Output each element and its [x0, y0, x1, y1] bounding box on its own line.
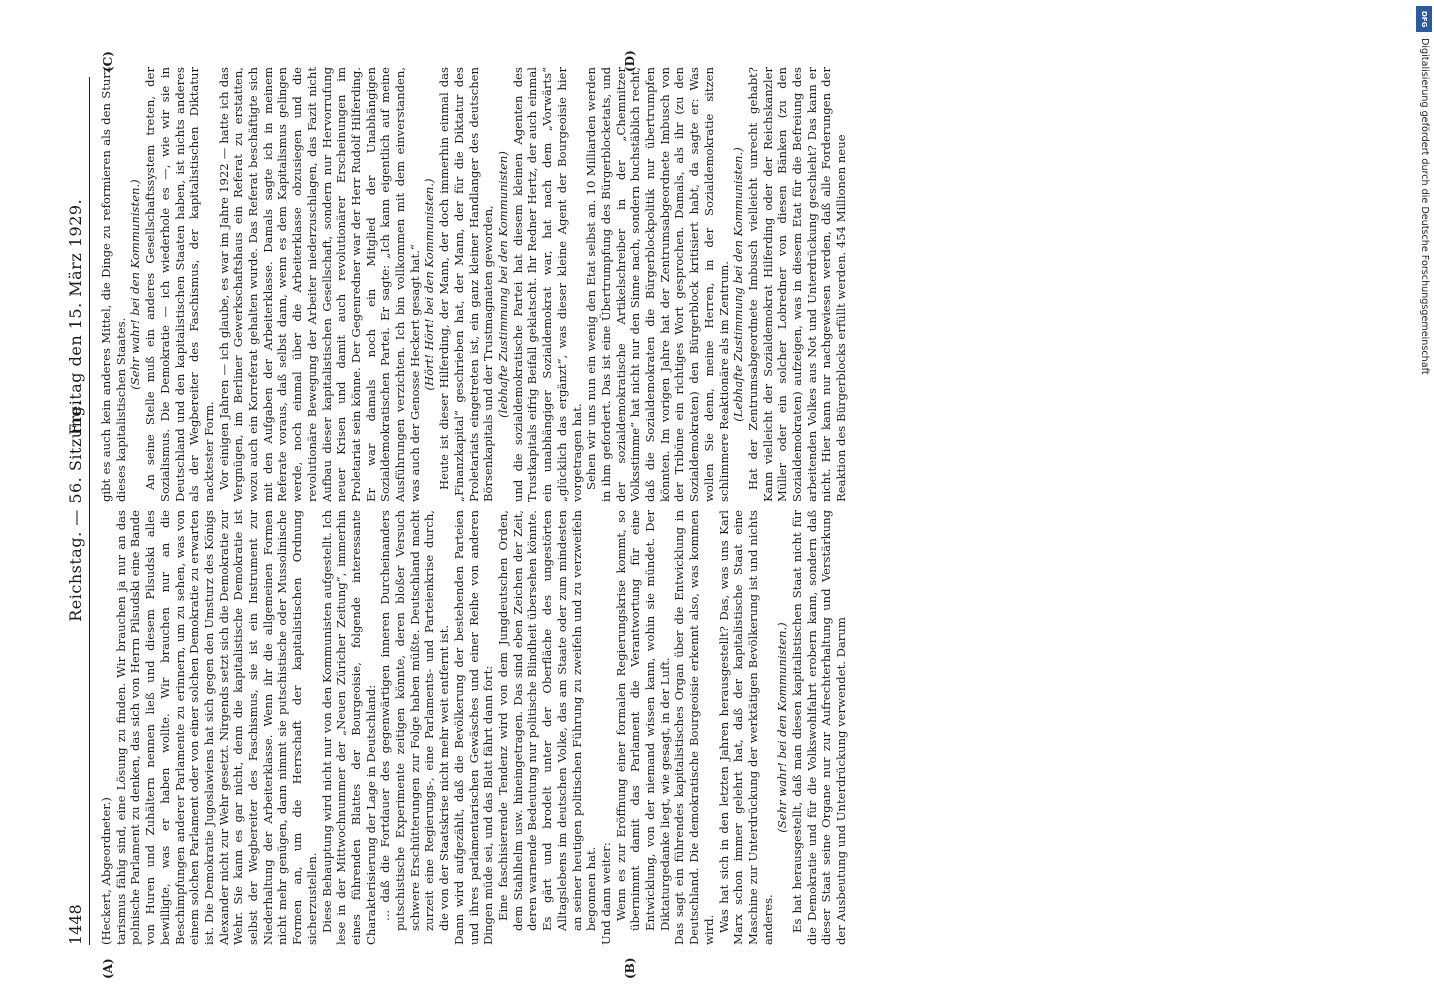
margin-marker-b: (B)	[623, 957, 637, 979]
left-column	[99, 510, 849, 945]
right-column	[99, 67, 849, 502]
paragraph: ... daß die Fortdauer des gegenwärtigen inneren Durcheinanders putschistische Experimente zeitigen könnte, deren bloßer Versuch schwere Erschütterungen zur Folge haben müßte. Deutschland macht zurzeit eine Regierungs-, eine Parlaments- und Parteienkrise durch, die von der Staatskrise nicht mehr weit entfernt ist.	[378, 510, 452, 931]
paragraph: und die sozialdemokratische Partei hat diesem kleinen Agenten des Trustkapitals eifrig Beifall geklatscht. Ihr Redner Hertz, der auch einmal ein unabhängiger Sozialdemokrat war, hat nach dem „Vorwärts“ „glücklich das ergänzt“, was dieser kleine Agent der Bourgeoisie hier vorgetragen hat.	[510, 67, 584, 502]
paragraph: Hat der Zentrumsabgeordnete Imbusch vielleicht unrecht gehabt? Kann vielleicht der Sozialdemokrat Hilferding oder der Reichskanzler Müller oder ein solcher Lobredner von diesen Bänken (zu den Sozialdemokraten) aufzeigen, was in diesem Etat für die Befreiung des arbeitenden Volkes aus Not und Unterdrückung geschieht? Das kann er nicht. Hier kann nur nachgewiesen werden, daß alle Forderungen der Reaktion des Bürgerblocks erfüllt werden. 454 Millionen neue	[745, 67, 849, 502]
interjection: (Sehr wahr! bei den Kommunisten.)	[128, 179, 143, 390]
session-title: Reichstag. — 56. Sitzung.	[66, 400, 85, 622]
paragraph: (Heckert, Abgeordneter.)	[99, 797, 113, 945]
session-date: Freitag den 15. März 1929.	[66, 198, 85, 435]
paragraph: Sehen wir uns nun ein wenig den Etat selbst an. 10 Milliarden werden in ihm gefordert. Das ist eine Übertrumpfung des Bürgerblocketats, und der sozialdemokratische Artikelschreiber in der „Chemnitzer Volksstimme“ hat nicht nur den Sinne nach, sondern buchstäblich recht, daß die Sozialdemokraten die Bürgerblockpolitik nur übertrumpfen könnten. Im vorigen Jahre hat der Zentrumsabgeordnete Imbusch von der Tribüne ein richtiges Wort gesprochen. Damals, als ihr (zu den Sozialdemokraten) den Bürgerblock kritisiert habt, da sagte er: Was wollen Sie denn, meine Herren, in der Sozialdemokratie sitzen schlimmere Reaktionäre als im Zentrum.	[584, 67, 731, 502]
side-note	[1412, 38, 1432, 418]
paragraph: gibt es auch kein anderes Mittel, die Dinge zu reformieren als den Sturz dieses kapitalistischen Staates.	[99, 67, 128, 502]
paragraph: Was hat sich in den letzten Jahren herausgestellt? Das, was uns Karl Marx schon immer gelehrt hat, daß der kapitalistische Staat eine Maschine zur Unterdrückung der werktätigen Bevölkerung ist und nichts anderes.	[716, 510, 775, 945]
paragraph: Das sagt ein führendes kapitalistisches Organ über die Entwicklung in Deutschland. Die demokratische Bourgeoisie erkennt also, was kommen wird.	[672, 510, 716, 945]
dfg-funding-note: Digitalisierung gefördert durch die Deutsche Forschungsgemeinschaft	[1419, 38, 1430, 375]
paragraph: Vor einigen Jahren — ich glaube, es war im Jahre 1922 — hatte ich das Vergnügen, im Berliner Gewerkschaftshaus ein Referat zu erstatten, wozu auch ein Korreferat gehalten wurde. Das Referat beschäftigte sich mit den Aufgaben der Arbeiterklasse. Damals sagte ich in meinem Referate voraus, daß selbst dann, wenn es dem Kapitalismus gelingen werde, noch einmal über die Arbeiterklasse obzusiegen und die revolutionäre Bewegung der Arbeiter niederzuschlagen, das Fazit nicht Aufbau dieser kapitalistischen Gesellschaft, sondern nur Hervorrufung neuer Krisen und damit auch revolutionärer Erscheinungen im Proletariat sein könne. Der Gegenredner war der Herr Rudolf Hilferding. Er war damals noch ein Mitglied der Unabhängigen Sozialdemokratischen Partei. Er sagte: „Ich kann eigentlich auf meine Ausführungen verzichten. Ich bin vollkommen mit dem einverstanden, was auch der Genosse Heckert gesagt hat.“	[216, 67, 422, 502]
document-page	[63, 47, 1353, 985]
paragraph: Dann wird aufgezählt, daß die Bevölkerung der bestehenden Parteien und ihres parlamentarischen Gewäsches und einer Reihe von anderen Dingen müde sei, und das Blatt fährt dann fort:	[451, 510, 496, 945]
interjection: (Hört! Hört! bei den Kommunisten.)	[422, 178, 437, 391]
interjection: (Lebhafte Zustimmung bei den Kommunisten.)	[731, 147, 746, 422]
paragraph: tarismus fähig sind, eine Lösung zu finden. Wir brauchen ja nur an das polnische Parlament zu denken, das sich von Herrn Pilsudski eine Bande von Huren und Zuhältern nennen ließ und diesem Pilsudski alles bewilligte, was er haben wollte. Wir brauchen nur an die Beschimpfungen anderer Parlamente zu erinnern, um zu sehen, was von einem solchen Parlament oder von einer solchen Demokratie zu erwarten ist. Die Demokratie Jugoslawiens hat sich gegen den Umsturz des Königs Alexander nicht zur Wehr gesetzt. Nirgends setzt sich die Demokratie zur Wehr. Sie kann es gar nicht, denn die kapitalistische Demokratie ist selbst der Wegbereiter des Faschismus, sie ist ein Instrument zur Niederhaltung der Arbeiterklasse. Wenn ihr die allgemeinen Formen nicht mehr genügen, dann nimmt sie putschistische oder Mussolinische Formen an, um die Herrschaft der kapitalistischen Ordnung sicherzustellen.	[113, 510, 319, 945]
paragraph: Wenn es zur Eröffnung einer formalen Regierungskrise kommt, so übernimmt damit das Parlament die Verantwortung für eine Entwicklung, von der niemand wissen kann, wohin sie mündet. Der Diktaturgedanke liegt, wie gesagt, in der Luft.	[613, 510, 672, 931]
paragraph: An seine Stelle muß ein anderes Gesellschaftssystem treten, der Sozialismus. Die Demokratie — ich wiederhole es —, wie wir sie in Deutschland und den kapitalistischen Staaten haben, ist nichts anderes als der Wegbereiter des Faschismus, der kapitalistischen Diktatur nacktester Form.	[143, 67, 216, 502]
page-header	[63, 77, 90, 945]
paragraph: Und dann weiter:	[598, 842, 613, 945]
interjection: (lebhafte Zustimmung bei den Kommunisten)	[495, 151, 510, 418]
paragraph: Diese Behauptung wird nicht nur von den Kommunisten aufgestellt. Ich lese in der Mittwochnummer der „Neuen Züricher Zeitung“, immerhin eines führenden Blattes der Bourgeoisie, folgende interessante Charakterisierung der Lage in Deutschland:	[319, 510, 378, 945]
interjection: (Sehr wahr! bei den Kommunisten.)	[775, 622, 790, 833]
margin-marker-a: (A)	[101, 958, 115, 979]
margin-marker-c: (C)	[101, 51, 115, 72]
dfg-logo: DFG	[1416, 6, 1432, 32]
paragraph: Heute ist dieser Hilferding, der Mann, der doch immerhin einmal das „Finanzkapital“ geschrieben hat, der Mann, der für die Diktatur des Proletariats eingetreten ist, ein ganz kleiner Handlanger des deutschen Börsenkapitals und der Trustmagnaten geworden,	[437, 67, 496, 502]
paragraph: Es hat herausgestellt, daß man diesen kapitalistischen Staat nicht für die Demokratie und für die Volkswohlfahrt erobern kann, sondern daß dieser Staat seine Organe nur zur Aufrechterhaltung und Verstärkung der Ausbeutung und Unterdrückung verwendet. Darum	[790, 510, 849, 945]
margin-marker-d: (D)	[623, 50, 637, 72]
paragraph: Eine faschisierende Tendenz wird von dem Jungdeutschen Orden, dem Stahlhelm usw. hineingetragen. Das sind eben Zeichen der Zeit, deren warnende Bedeutung nur politische Blindheit übersehen könnte. Es gärt und brodelt unter der Oberfläche des ungestörten Alltagslebens im deutschen Volke, das am Staate oder zum mindesten an seiner heutigen politischen Führung zu zweifeln und zu verzweifeln begonnen hat.	[495, 510, 599, 931]
page-number: 1448	[66, 904, 85, 945]
